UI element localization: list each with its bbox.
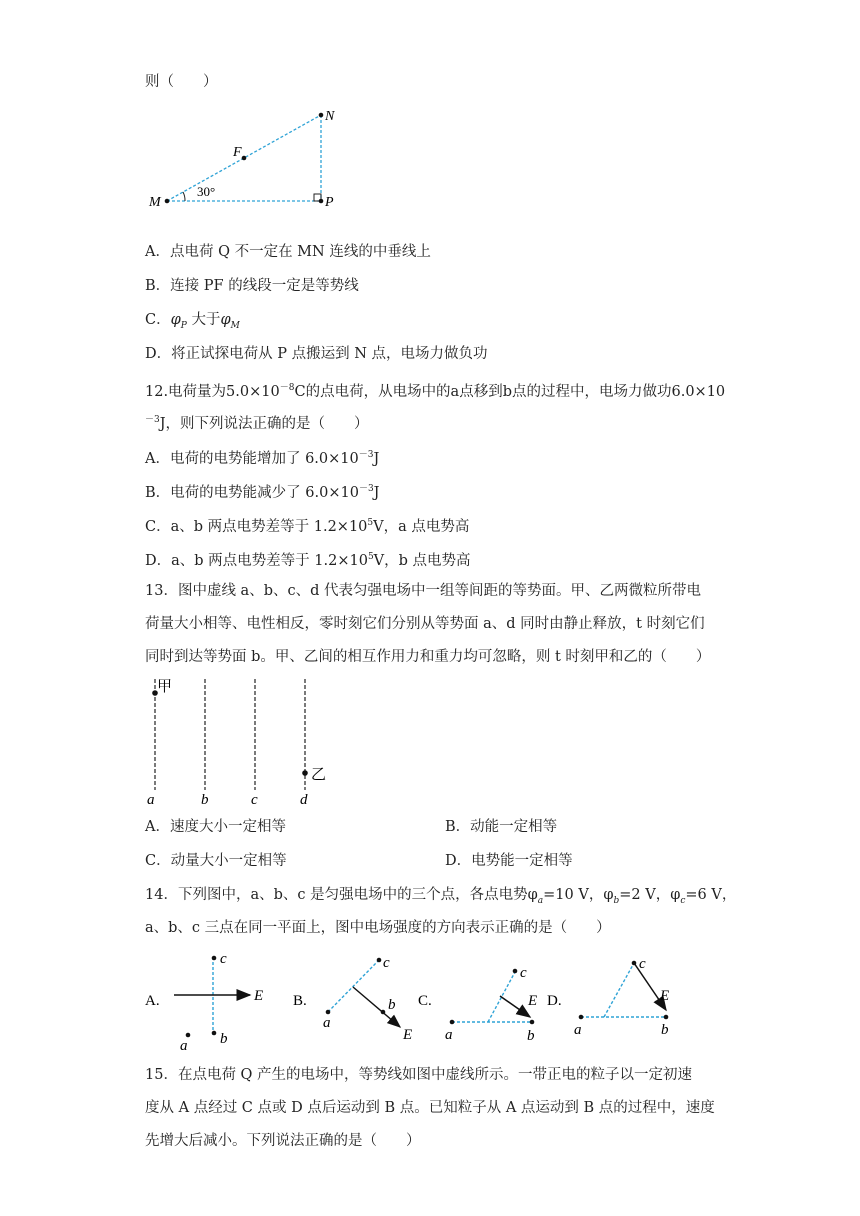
q14-options-figure [140,945,700,1055]
svg-text:a: a [574,1022,582,1038]
q14-stem-line1: 14．下列图中，a、b、c 是匀强电场中的三个点，各点电势$\varphi_a=10$ V，$\varphi_b=2$ V，$\varphi_c=6$ V， [145,887,737,906]
q12-option-d: D．a、b 两点电势差等于 $1.2\times 10^5V$，b 点电势高 [145,552,471,569]
q13-equipotential-figure [140,675,340,810]
svg-text:c: c [520,965,527,981]
q12-stem-line2: $^{-3}$J，则下列说法正确的是（ ） [145,415,369,432]
q11-stem-tail: 则（ ） [145,74,218,90]
q11-option-d: D．将正试探电荷从 P 点搬运到 N 点，电场力做负功 [145,346,488,362]
svg-text:E: E [254,988,264,1004]
svg-text:a: a [445,1027,453,1043]
svg-text:b: b [527,1028,535,1044]
svg-text:a: a [180,1038,188,1054]
svg-text:E: E [660,988,670,1004]
label-jia: 甲 [157,679,173,695]
q14-option-b-label: B. [293,993,307,1009]
q15-stem-line1: 15．在点电荷 Q 产生的电场中，等势线如图中虚线所示。一带正电的粒子以一定初速 [145,1067,693,1083]
q15-stem-line3: 先增大后减小。下列说法正确的是（ ） [145,1133,421,1149]
svg-text:a: a [323,1015,331,1031]
q11-triangle-figure [145,100,355,215]
q13-stem-line1: 13．图中虚线 a、b、c、d 代表匀强电场中一组等间距的等势面。甲、乙两微粒所带电 [145,583,701,599]
svg-text:b: b [661,1022,669,1038]
label-d: d [300,792,308,808]
svg-text:E: E [403,1027,413,1043]
svg-text:b: b [388,997,396,1013]
q14-option-c-label: C. [418,993,432,1009]
svg-text:E: E [528,993,538,1009]
svg-text:c: c [220,951,227,967]
q13-stem-line2: 荷量大小相等、电性相反，零时刻它们分别从等势面 a、d 同时由静止释放，t 时刻它们 [145,616,705,632]
q11-option-a: A．点电荷 Q 不一定在 MN 连线的中垂线上 [145,244,431,260]
q13-option-a: A．速度大小一定相等 [145,819,286,835]
label-N: N [325,109,335,124]
label-F: F [233,145,242,160]
svg-text:b: b [220,1031,228,1047]
q11-option-c: C．$\varphi_P$ 大于$\varphi_M$ [145,312,240,331]
q14-option-d-label: D. [547,993,562,1009]
q13-option-d: D．电势能一定相等 [445,853,573,869]
q13-stem-line3: 同时到达等势面 b。甲、乙间的相互作用力和重力均可忽略，则 t 时刻甲和乙的（ ） [145,649,711,665]
label-P: P [325,195,334,210]
q12-option-b: B．电荷的电势能减少了 $6.0\times 10^{-3}J$ [145,484,380,501]
q14-stem-line2: a、b、c 三点在同一平面上，图中电场强度的方向表示正确的是（ ） [145,920,611,936]
label-b: b [201,792,209,808]
q13-option-b: B．动能一定相等 [445,819,558,835]
q15-stem-line2: 度从 A 点经过 C 点或 D 点后运动到 B 点。已知粒子从 A 点运动到 B 点的过程中，速度 [145,1100,715,1116]
svg-text:c: c [639,956,646,972]
label-angle: 30° [197,184,216,199]
label-a: a [147,792,155,808]
q14-option-a-label: A. [145,993,160,1009]
svg-text:c: c [383,955,390,971]
label-yi: 乙 [311,767,327,783]
label-c: c [251,792,258,808]
label-M: M [149,195,161,210]
q11-option-b: B．连接 PF 的线段一定是等势线 [145,278,359,294]
q13-option-c: C．动量大小一定相等 [145,853,287,869]
q12-stem-line1: 12.电荷量为$5.0\times 10^{-8}C$的点电荷，从电场中的a点移到b点的过程中，电场力做功6.0×10 [145,383,726,400]
q12-option-a: A．电荷的电势能增加了 $6.0\times 10^{-3}J$ [145,450,380,467]
q12-option-c: C．a、b 两点电势差等于 $1.2\times 10^5V$，a 点电势高 [145,518,470,535]
